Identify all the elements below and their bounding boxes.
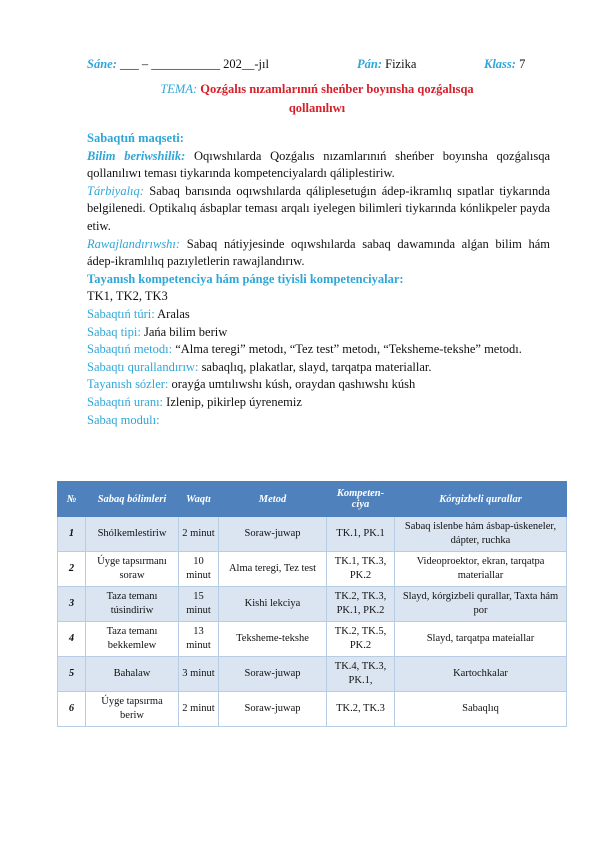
date-label: Sáne: [87, 57, 117, 71]
cell-materials: Kartochkalar [395, 657, 567, 692]
goals-heading: Sabaqtıń maqseti: [87, 131, 184, 145]
header-method: Metod [219, 482, 327, 517]
cell-materials: Slayd, kórgizbeli qurallar, Taxta hám por [395, 587, 567, 622]
cell-competency: TK.2, TK.5, PK.2 [327, 622, 395, 657]
cell-method: Soraw-juwap [219, 692, 327, 727]
competencies-heading: Tayanısh kompetenciya hám pánge tiyisli kompetenciyalar: [87, 271, 404, 286]
subject-value: Fizika [385, 57, 417, 71]
table-row [58, 657, 567, 692]
class-label: Klass: [484, 57, 516, 71]
goal-developmental-label: Rawajlandırıwshı: [87, 236, 181, 251]
cell-number: 3 [58, 587, 86, 622]
cell-time: 13 minut [179, 622, 219, 657]
lesson-motto-value: Izlenip, pikirlep úyrenemiz [166, 394, 302, 409]
cell-method: Kishi lekciya [219, 587, 327, 622]
cell-number: 6 [58, 692, 86, 727]
cell-number: 4 [58, 622, 86, 657]
date-value: ___ – ___________ 202__-jıl [120, 57, 269, 71]
key-words [87, 376, 550, 394]
cell-section: Shólkemlestiriw [86, 517, 179, 552]
lesson-motto-label: Sabaqtıń uranı: [87, 394, 164, 409]
cell-materials: Slayd, tarqatpa mateiallar [395, 622, 567, 657]
cell-method: Alma teregi, Tez test [219, 552, 327, 587]
module-heading: Sabaq modulı: [87, 412, 160, 427]
theme-title-line2: qollanılıwı [288, 101, 346, 115]
lesson-body [87, 130, 550, 429]
cell-materials: Sabaq islenbe hám ásbap-úskeneler, dápter, ruchka [395, 517, 567, 552]
cell-section: Taza temanı bekkemlew [86, 622, 179, 657]
cell-competency: TK.4, TK.3, PK.1, [327, 657, 395, 692]
cell-materials: Videoproektor, ekran, tarqatpa materiallar [395, 552, 567, 587]
cell-section: Úyge tapsırmanı soraw [86, 552, 179, 587]
key-words-label: Tayanısh sózler: [87, 377, 169, 392]
table-header-row [58, 482, 567, 517]
subject-label: Pán: [357, 57, 382, 71]
lesson-equipment-label: Sabaqtı qurallandırıw: [87, 359, 199, 374]
theme-title-line1: Qozǵalıs nızamlarınıń sheńber boyınsha qozǵalısqa [200, 82, 474, 96]
competencies-list: TK1, TK2, TK3 [87, 289, 168, 304]
goal-educational-text: Oqıwshılarda Qozǵalıs nızamlarınıń sheńber boyınsha qozǵalısqa qollanılıwı teması tiykarında kompetenciyalardı qáliplestiriw. [87, 148, 550, 181]
lesson-equipment-value: sabaqlıq, plakatlar, slayd, tarqatpa materiallar. [201, 359, 432, 374]
table-row [58, 587, 567, 622]
goal-upbringing [87, 183, 550, 236]
cell-section: Úyge tapsırma beriw [86, 692, 179, 727]
header-section: Sabaq bólimleri [86, 482, 179, 517]
lesson-type-label: Sabaq tipi: [87, 324, 141, 339]
class-field [484, 57, 525, 72]
date-field [87, 57, 269, 72]
cell-competency: TK.2, TK.3, PK.1, PK.2 [327, 587, 395, 622]
lesson-equipment [87, 359, 550, 377]
lesson-type-value: Jańa bilim beriw [143, 324, 228, 339]
cell-number: 2 [58, 552, 86, 587]
subject-field [357, 57, 416, 72]
goal-educational [87, 148, 550, 183]
goal-upbringing-text: Sabaq barısında oqıwshılarda qáliplesetuǵın ádep-ikramlıq sıpatlar tiykarında belgilenedi. Optikalıq ásbaplar teması arqalı iyelegen bilimleri tiykarında kónlikpeler payda etiw. [87, 183, 550, 233]
cell-section: Bahalaw [86, 657, 179, 692]
lesson-type [87, 324, 550, 342]
header-competency: Kompeten-ciya [327, 482, 395, 517]
cell-method: Teksheme-tekshe [219, 622, 327, 657]
key-words-value: orayǵa umtılıwshı kúsh, oraydan qashıwshı kúsh [171, 377, 416, 392]
header-time: Waqtı [179, 482, 219, 517]
table-row [58, 552, 567, 587]
table-row [58, 692, 567, 727]
cell-number: 1 [58, 517, 86, 552]
theme-label: TEMA: [160, 82, 198, 96]
cell-method: Soraw-juwap [219, 657, 327, 692]
cell-time: 2 minut [179, 517, 219, 552]
header-line [87, 57, 547, 75]
cell-method: Soraw-juwap [219, 517, 327, 552]
cell-number: 5 [58, 657, 86, 692]
cell-time: 15 minut [179, 587, 219, 622]
lesson-kind-value: Aralas [157, 306, 190, 321]
lesson-methods-label: Sabaqtıń metodı: [87, 342, 173, 357]
goal-upbringing-label: Tárbiyalıq: [87, 183, 144, 198]
lesson-motto [87, 394, 550, 412]
header-materials: Kórgizbeli qurallar [395, 482, 567, 517]
lesson-kind-label: Sabaqtıń túri: [87, 306, 155, 321]
cell-materials: Sabaqlıq [395, 692, 567, 727]
cell-time: 2 minut [179, 692, 219, 727]
class-value: 7 [519, 57, 526, 71]
lesson-methods-value: “Alma teregi” metodı, “Tez test” metodı, “Teksheme-tekshe” metodı. [175, 342, 522, 357]
lesson-theme [87, 80, 547, 118]
lesson-kind [87, 306, 550, 324]
header-number: № [58, 482, 86, 517]
goal-educational-label: Bilim beriwshilik: [87, 148, 186, 163]
table-row [58, 517, 567, 552]
cell-section: Taza temanı túsindiriw [86, 587, 179, 622]
lesson-methods [87, 341, 550, 359]
cell-competency: TK.1, TK.3, PK.2 [327, 552, 395, 587]
goal-developmental [87, 236, 550, 271]
cell-competency: TK.1, PK.1 [327, 517, 395, 552]
table-row [58, 622, 567, 657]
lesson-module-table [57, 481, 567, 727]
cell-competency: TK.2, TK.3 [327, 692, 395, 727]
cell-time: 3 minut [179, 657, 219, 692]
cell-time: 10 minut [179, 552, 219, 587]
goal-developmental-text: Sabaq nátiyjesinde oqıwshılarda sabaq dawamında alǵan bilim hám ádep-ikramlılıq pazıyletlerin rawajlandırıw. [87, 236, 551, 269]
